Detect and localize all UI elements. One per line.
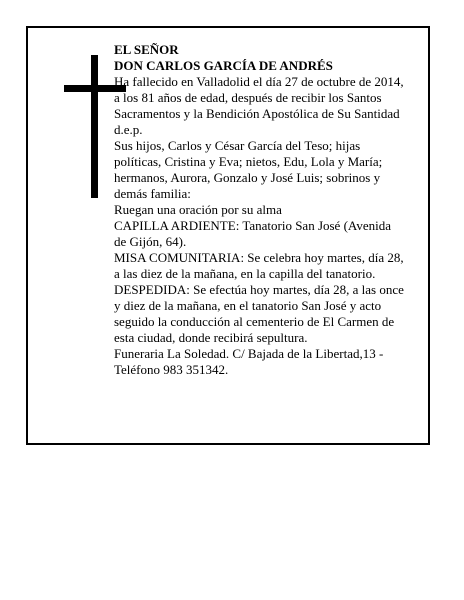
heading-line: EL SEÑOR <box>114 42 179 57</box>
body-line: esta ciudad, donde recibirá sepultura. <box>114 330 308 345</box>
body-line: CAPILLA ARDIENTE: Tanatorio San José (Avenida <box>114 218 391 233</box>
deceased-name: DON CARLOS GARCÍA DE ANDRÉS <box>114 58 333 73</box>
cross-vertical-bar <box>91 55 98 198</box>
body-line: de Gijón, 64). <box>114 234 187 249</box>
body-line: Funeraria La Soledad. C/ Bajada de la Libertad,13 - <box>114 346 384 361</box>
body-line: Teléfono 983 351342. <box>114 362 229 377</box>
body-line: DESPEDIDA: Se efectúa hoy martes, día 28, a las once <box>114 282 404 297</box>
body-line: Sus hijos, Carlos y César García del Teso; hijas <box>114 138 361 153</box>
body-line: a los 81 años de edad, después de recibir los Santos <box>114 90 382 105</box>
body-line: Ha fallecido en Valladolid el día 27 de octubre de 2014, <box>114 74 404 89</box>
body-line: demás familia: <box>114 186 191 201</box>
body-line: MISA COMUNITARIA: Se celebra hoy martes, día 28, <box>114 250 404 265</box>
body-line: a las diez de la mañana, en la capilla del tanatorio. <box>114 266 376 281</box>
body-line: seguido la conducción al cementerio de El Carmen de <box>114 314 395 329</box>
body-line: Sacramentos y la Bendición Apostólica de Su Santidad <box>114 106 400 121</box>
body-line: y diez de la mañana, en el tanatorio San José y acto <box>114 298 382 313</box>
obituary-text <box>114 42 424 378</box>
body-line: hermanos, Aurora, Gonzalo y José Luis; sobrinos y <box>114 170 381 185</box>
body-line: Ruegan una oración por su alma <box>114 202 282 217</box>
obituary-notice <box>26 26 430 445</box>
body-line: d.e.p. <box>114 122 143 137</box>
body-line: políticas, Cristina y Eva; nietos, Edu, Lola y María; <box>114 154 383 169</box>
